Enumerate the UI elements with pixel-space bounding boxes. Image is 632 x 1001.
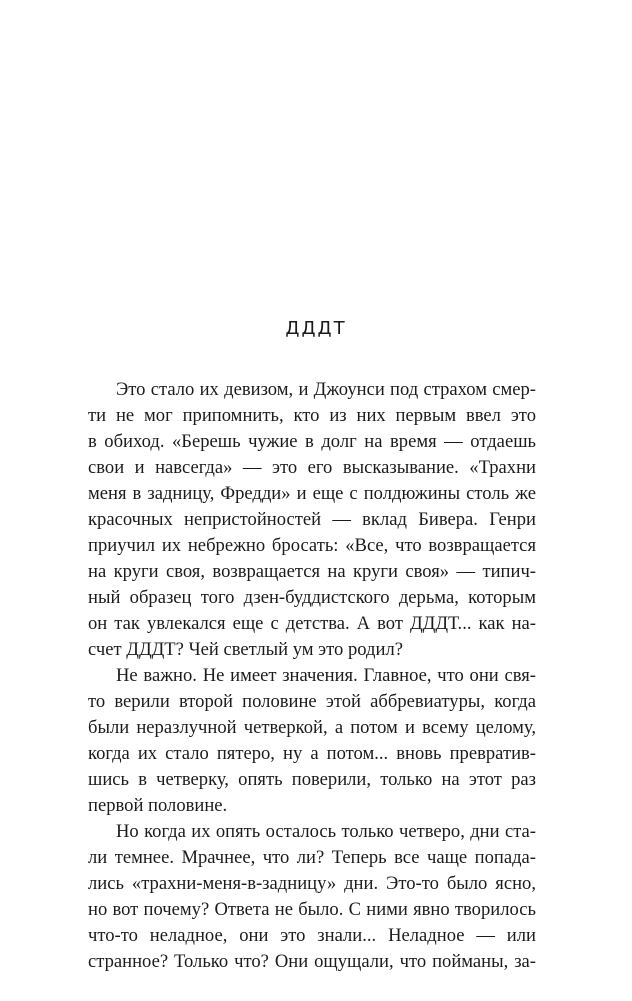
text-line: но вот почему? Ответа не было. С ними явно творилось: [88, 899, 536, 920]
text-line: первой половине.: [88, 795, 228, 816]
chapter-title: ДДДТ: [285, 318, 347, 339]
text-line: странное? Только что? Они ощущали, что пойманы, за-: [88, 951, 536, 972]
text-line: ти не мог припомнить, кто из них первым ввел это: [88, 405, 536, 426]
text-line: свои и навсегда» — это его высказывание. «Трахни: [88, 457, 536, 478]
text-line: Но когда их опять осталось только четверо, дни ста-: [116, 821, 536, 842]
text-line: шись в четверку, опять поверили, только на этот раз: [88, 769, 536, 790]
text-line: приучил их небрежно бросать: «Все, что возвращается: [88, 535, 536, 556]
text-line: на круги своя, возвращается на круги своя» — типич-: [88, 561, 536, 582]
text-line: Это стало их девизом, и Джоунси под страхом смер-: [116, 379, 536, 400]
text-line: ли темнее. Мрачнее, что ли? Теперь все чаще попада-: [88, 847, 536, 868]
text-line: были неразлучной четверкой, а потом и всему целому,: [88, 717, 536, 738]
text-line: счет ДДДТ? Чей светлый ум это родил?: [88, 639, 403, 660]
body-text: [88, 377, 536, 975]
text-line: он так увлекался еще с детства. А вот ДДДТ... как на-: [88, 613, 536, 634]
text-line: то верили второй половине этой аббревиатуры, когда: [88, 691, 536, 712]
text-line: Не важно. Не имеет значения. Главное, что они свя-: [116, 665, 536, 686]
text-line: что-то неладное, они это знали... Неладное — или: [88, 925, 536, 946]
text-line: ный образец того дзен-буддистского дерьма, которым: [88, 587, 536, 608]
text-line: когда их стало пятеро, ну а потом... вновь превратив-: [88, 743, 536, 764]
text-line: красочных непристойностей — вклад Бивера. Генри: [88, 509, 536, 530]
text-line: лись «трахни-меня-в-задницу» дни. Это-то было ясно,: [88, 873, 536, 894]
text-line: меня в задницу, Фредди» и еще с полдюжины столь же: [88, 483, 536, 504]
text-line: в обиход. «Берешь чужие в долг на время — отдаешь: [88, 431, 536, 452]
